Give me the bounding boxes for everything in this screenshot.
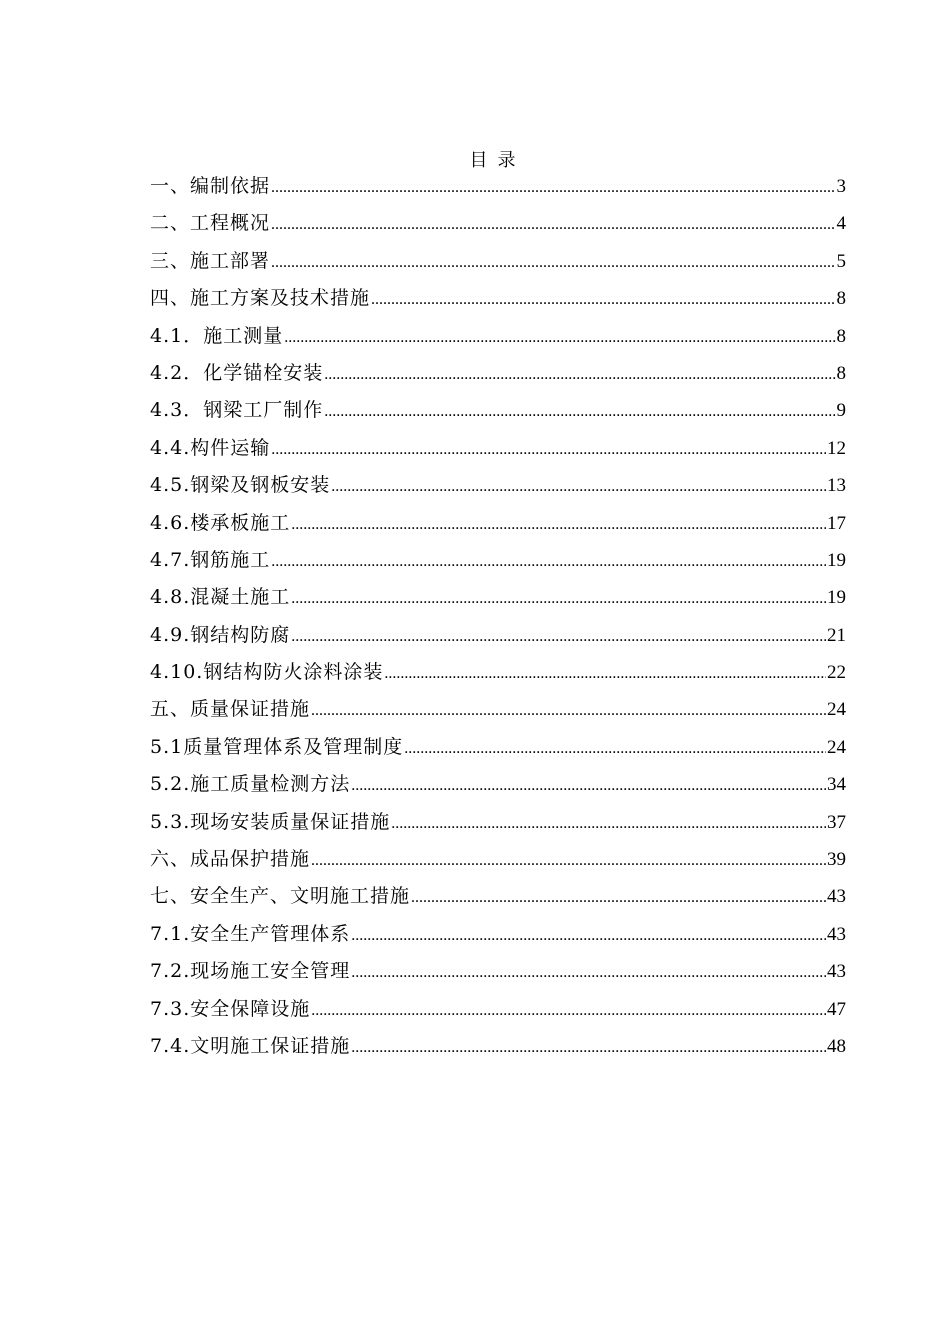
toc-entry-label: 7.3.安全保障设施 <box>150 997 311 1020</box>
toc-dot-leader <box>411 879 826 916</box>
toc-entry-label: 4.3．钢梁工厂制作 <box>150 399 324 422</box>
toc-dot-leader <box>371 281 835 318</box>
toc-entry[interactable] <box>150 467 846 504</box>
toc-entry[interactable] <box>150 205 846 242</box>
toc-entry-label: 4.5.钢梁及钢板安装 <box>150 474 331 497</box>
toc-entry[interactable] <box>150 804 846 841</box>
toc-entry-label: 六、成品保护措施 <box>150 848 311 871</box>
toc-entry[interactable] <box>150 392 846 429</box>
toc-entry-label: 4.1．施工测量 <box>150 324 284 347</box>
toc-entry-page-number: 24 <box>827 736 846 758</box>
toc-entry-label: 五、质量保证措施 <box>150 698 311 721</box>
toc-entry-page-number: 43 <box>827 923 846 945</box>
toc-entry[interactable] <box>150 355 846 392</box>
toc-entry[interactable] <box>150 505 846 542</box>
toc-entry-page-number: 19 <box>827 587 846 609</box>
toc-entry-label: 4.2．化学锚栓安装 <box>150 361 324 384</box>
toc-entry-label: 7.4.文明施工保证措施 <box>150 1034 351 1057</box>
toc-entry-page-number: 43 <box>827 886 846 908</box>
toc-entry-page-number: 17 <box>827 512 846 534</box>
toc-entry-label: 4.7.钢筋施工 <box>150 548 271 571</box>
toc-dot-leader <box>311 842 826 879</box>
toc-dot-leader <box>351 917 826 954</box>
toc-entry-page-number: 9 <box>836 400 846 422</box>
toc-entry-page-number: 47 <box>827 998 846 1020</box>
toc-title: 目录 <box>469 150 526 171</box>
toc-dot-leader <box>384 655 826 692</box>
toc-dot-leader <box>391 805 826 842</box>
toc-dot-leader <box>291 618 826 655</box>
toc-entry-page-number: 5 <box>836 250 846 272</box>
toc-dot-leader <box>284 319 835 356</box>
toc-entry-page-number: 48 <box>827 1035 846 1057</box>
toc-entry[interactable] <box>150 841 846 878</box>
toc-entry[interactable] <box>150 766 846 803</box>
toc-entry-page-number: 22 <box>827 662 846 684</box>
toc-dot-leader <box>324 356 835 393</box>
toc-entry[interactable] <box>150 430 846 467</box>
toc-entry[interactable] <box>150 729 846 766</box>
toc-dot-leader <box>331 468 826 505</box>
toc-entry-label: 4.8.混凝土施工 <box>150 586 291 609</box>
toc-dot-leader <box>291 506 826 543</box>
toc-entry-page-number: 24 <box>827 699 846 721</box>
toc-entry[interactable] <box>150 878 846 915</box>
toc-dot-leader <box>271 206 835 243</box>
toc-entry[interactable] <box>150 318 846 355</box>
toc-entry[interactable] <box>150 1028 846 1065</box>
toc-entry-label: 四、施工方案及技术措施 <box>150 287 371 310</box>
toc-entry-label: 4.4.构件运输 <box>150 436 271 459</box>
toc-entry[interactable] <box>150 617 846 654</box>
toc-entry-label: 7.2.现场施工安全管理 <box>150 960 351 983</box>
toc-entry-label: 5.3.现场安装质量保证措施 <box>150 810 391 833</box>
toc-dot-leader <box>351 1029 826 1066</box>
toc-entry-label: 七、安全生产、文明施工措施 <box>150 885 411 908</box>
toc-entry-page-number: 13 <box>827 475 846 497</box>
toc-entry[interactable] <box>150 168 846 205</box>
toc-entry-label: 4.6.楼承板施工 <box>150 511 291 534</box>
toc-entry-label: 4.10.钢结构防火涂料涂装 <box>150 661 384 684</box>
table-of-contents <box>150 168 846 1065</box>
toc-dot-leader <box>291 580 826 617</box>
toc-dot-leader <box>271 244 835 281</box>
toc-entry-page-number: 8 <box>836 362 846 384</box>
toc-dot-leader <box>311 992 826 1029</box>
toc-entry-page-number: 19 <box>827 549 846 571</box>
toc-dot-leader <box>351 954 826 991</box>
toc-entry-page-number: 3 <box>836 176 846 197</box>
toc-entry[interactable] <box>150 654 846 691</box>
toc-dot-leader <box>351 767 826 804</box>
toc-entry-label: 5.2.施工质量检测方法 <box>150 773 351 796</box>
toc-entry[interactable] <box>150 280 846 317</box>
toc-entry-label: 4.9.钢结构防腐 <box>150 623 291 646</box>
toc-entry[interactable] <box>150 916 846 953</box>
toc-entry-label: 一、编制依据 <box>150 175 271 197</box>
toc-entry-page-number: 8 <box>836 325 846 347</box>
toc-entry-page-number: 34 <box>827 774 846 796</box>
toc-dot-leader <box>271 431 826 468</box>
toc-entry-page-number: 8 <box>836 288 846 310</box>
toc-dot-leader <box>311 692 826 729</box>
toc-entry-label: 二、工程概况 <box>150 212 271 235</box>
toc-entry-page-number: 21 <box>827 624 846 646</box>
toc-entry[interactable] <box>150 953 846 990</box>
toc-entry-label: 5.1质量管理体系及管理制度 <box>150 735 404 758</box>
toc-dot-leader <box>324 393 835 430</box>
toc-entry-page-number: 37 <box>827 811 846 833</box>
toc-dot-leader <box>271 543 826 580</box>
toc-entry[interactable] <box>150 542 846 579</box>
toc-entry-label: 三、施工部署 <box>150 249 271 272</box>
toc-entry[interactable] <box>150 691 846 728</box>
toc-entry-label: 7.1.安全生产管理体系 <box>150 922 351 945</box>
toc-entry-page-number: 43 <box>827 961 846 983</box>
toc-entry-page-number: 39 <box>827 849 846 871</box>
toc-entry[interactable] <box>150 579 846 616</box>
toc-dot-leader <box>271 169 835 206</box>
toc-dot-leader <box>404 730 826 767</box>
toc-entry[interactable] <box>150 991 846 1028</box>
toc-entry[interactable] <box>150 243 846 280</box>
toc-entry-page-number: 12 <box>827 437 846 459</box>
toc-entry-page-number: 4 <box>836 213 846 235</box>
